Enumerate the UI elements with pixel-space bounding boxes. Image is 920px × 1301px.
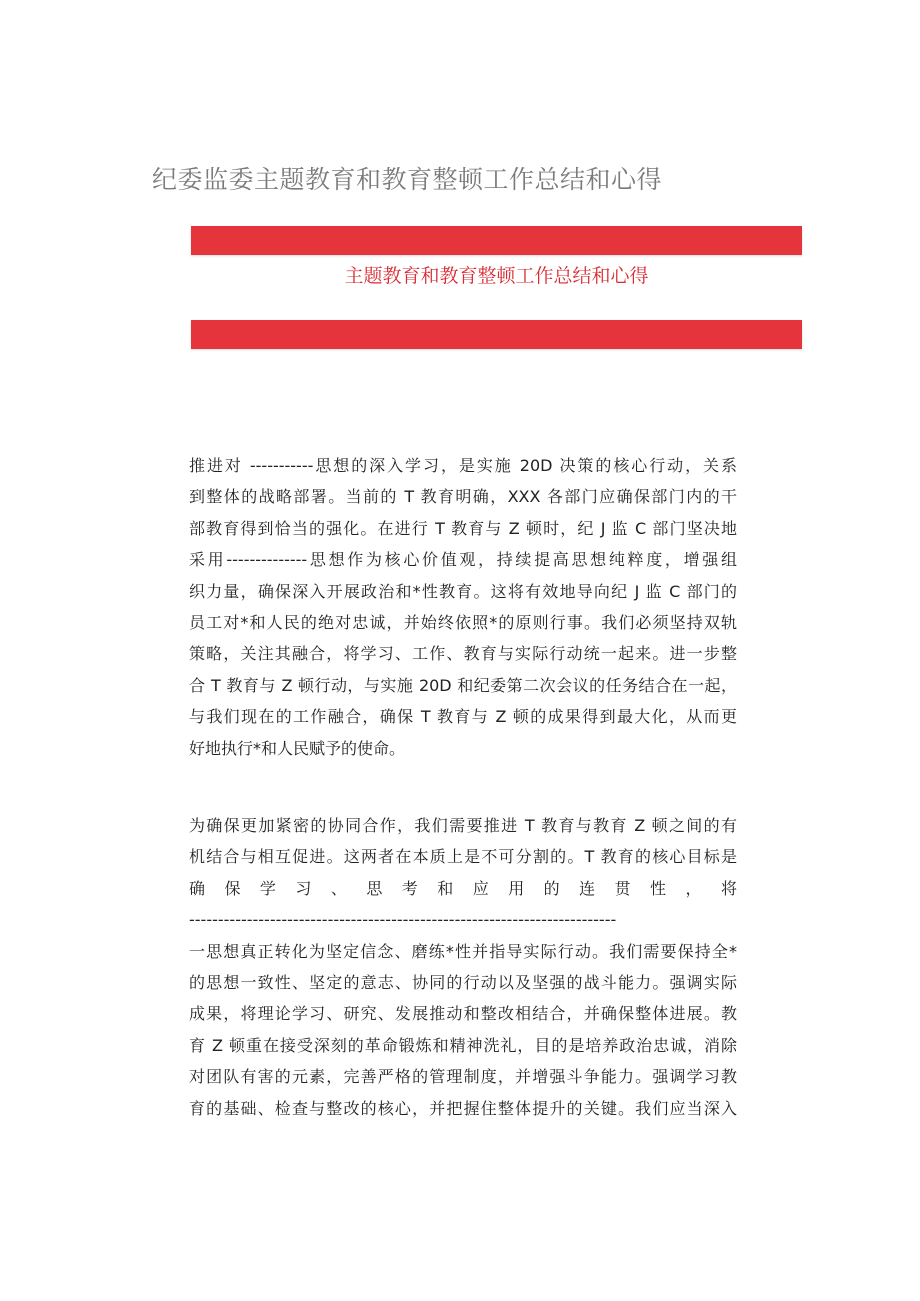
paragraph-line: 为确保更加紧密的协同合作，我们需要推进 T 教育与教育 Z 顿之间的有 [189,816,737,835]
banner-subtitle: 主题教育和教育整顿工作总结和心得 [344,265,649,287]
paragraph-line: 到整体的战略部署。当前的 T 教育明确，XXX 各部门应确保部门内的干 [189,487,737,507]
paragraph-2 [189,810,737,1124]
paragraph-line: 采用--------------思想作为核心价值观，持续提高思想纯粹度，增强组 [189,550,737,570]
paragraph-line: 确 保 学 习 、 思 考 和 应 用 的 连 贯 性 ， 将 [189,878,737,898]
paragraph-line: 织力量，确保深入开展政治和*性教育。这将有效地导向纪 J 监 C 部门的 [189,581,737,601]
paragraph-line: 对团队有害的元素，完善严格的管理制度，并增强斗争能力。强调学习教 [189,1067,737,1087]
paragraph-line: 的思想一致性、坚定的意志、协同的行动以及坚强的战斗能力。强调实际 [189,972,737,992]
paragraph-line: 育的基础、检查与整改的核心，并把握住整体提升的关键。我们应当深入 [189,1098,737,1118]
paragraph-line: -------------------------------------------------------------------------- [189,910,617,930]
paragraph-1 [189,450,737,764]
paragraph-line: 一思想真正转化为坚定信念、磨练*性并指导实际行动。我们需要保持全* [189,941,737,961]
banner-bottom-bar [191,320,802,349]
paragraph-line: 成果，将理论学习、研究、发展推动和整改相结合，并确保整体进展。教 [189,1004,737,1024]
paragraph-line: 合 T 教育与 Z 顿行动，与实施 20D 和纪委第二次会议的任务结合在一起， [189,675,737,695]
paragraph-line: 策略，关注其融合，将学习、工作、教育与实际行动统一起来。进一步整 [189,644,737,664]
paragraph-line: 推进对 -----------思想的深入学习，是实施 20D 决策的核心行动，关系 [189,456,737,475]
paragraph-line: 育 Z 顿重在接受深刻的革命锻炼和精神洗礼，目的是培养政治忠诚，消除 [189,1035,737,1055]
paragraph-line: 机结合与相互促进。这两者在本质上是不可分割的。T 教育的核心目标是 [189,847,737,867]
paragraph-line: 员工对*和人民的绝对忠诚，并始终依照*的原则行事。我们必须坚持双轨 [189,612,737,632]
document-title: 纪委监委主题教育和教育整顿工作总结和心得 [152,165,663,194]
banner-top-bar [191,226,802,255]
paragraph-line: 部教育得到恰当的强化。在进行 T 教育与 Z 顿时，纪 J 监 C 部门坚决地 [189,518,737,538]
paragraph-line: 与我们现在的工作融合，确保 T 教育与 Z 顿的成果得到最大化，从而更 [189,707,737,727]
paragraph-line: 好地执行*和人民赋予的使命。 [189,738,406,758]
